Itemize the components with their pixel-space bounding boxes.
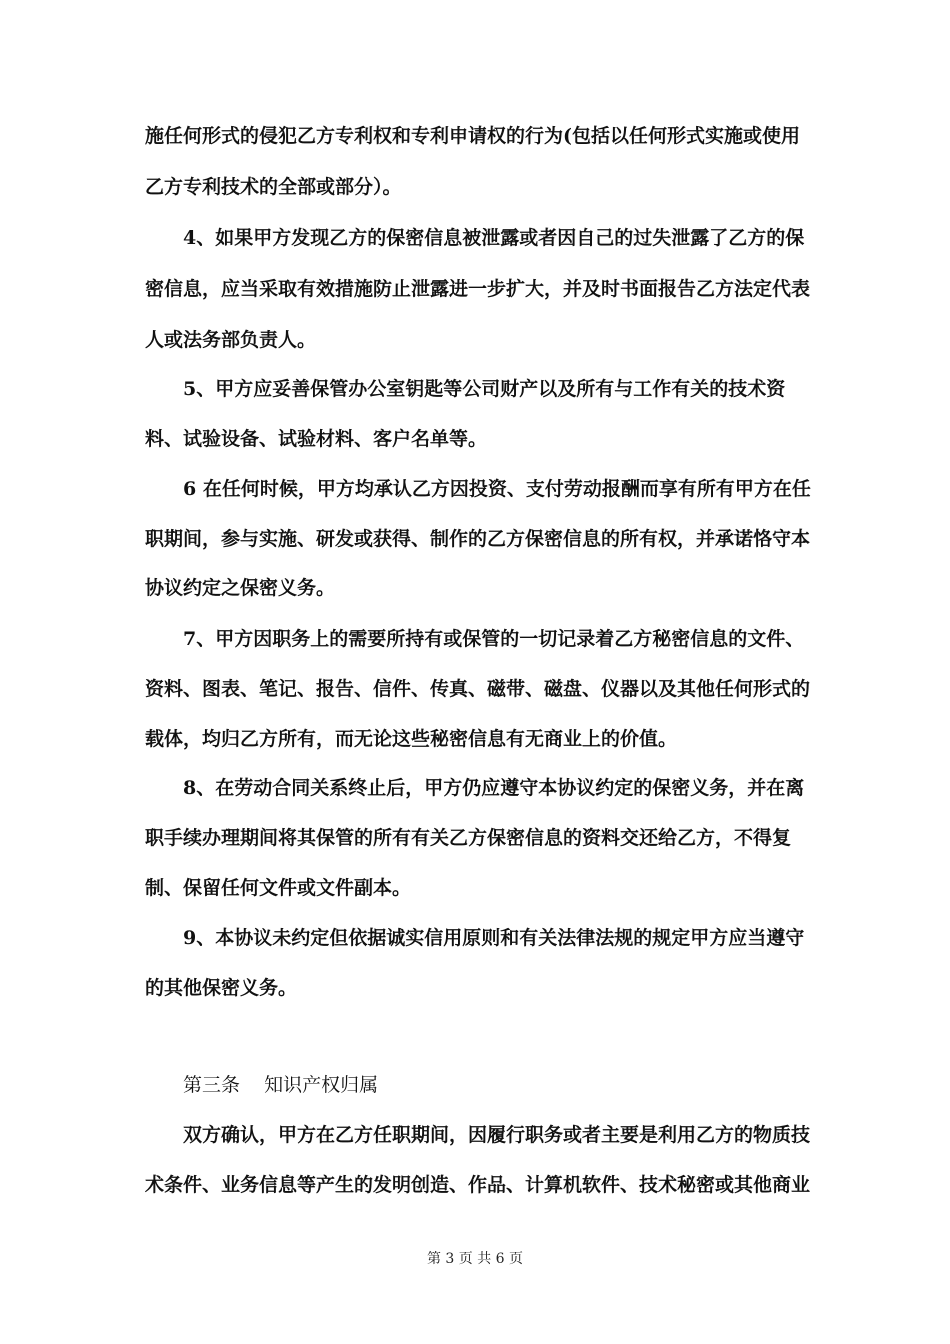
paragraph-line: 人或法务部负责人。 xyxy=(145,329,317,351)
paragraph-line: 4、如果甲方发现乙方的保密信息被泄露或者因自己的过失泄露了乙方的保 xyxy=(183,227,805,249)
paragraph-line: 的其他保密义务。 xyxy=(145,977,298,999)
paragraph-line: 9、本协议未约定但依据诚实信用原则和有关法律法规的规定甲方应当遵守 xyxy=(183,927,805,949)
paragraph-line: 协议约定之保密义务。 xyxy=(145,577,336,599)
paragraph-line: 制、保留任何文件或文件副本。 xyxy=(145,877,412,899)
paragraph-line: 职期间，参与实施、研发或获得、制作的乙方保密信息的所有权，并承诺恪守本 xyxy=(145,528,811,550)
paragraph-line: 施任何形式的侵犯乙方专利权和专利申请权的行为(包括以任何形式实施或使用 xyxy=(145,125,800,147)
paragraph-line: 料、试验设备、试验材料、客户名单等。 xyxy=(145,428,488,450)
paragraph-line: 8、在劳动合同关系终止后，甲方仍应遵守本协议约定的保密义务，并在离 xyxy=(183,777,805,799)
paragraph-line: 职手续办理期间将其保管的所有有关乙方保密信息的资料交还给乙方，不得复 xyxy=(145,827,792,849)
paragraph-line: 7、甲方因职务上的需要所持有或保管的一切记录着乙方秘密信息的文件、 xyxy=(183,628,805,650)
paragraph-line: 双方确认，甲方在乙方任职期间，因履行职务或者主要是利用乙方的物质技 xyxy=(183,1124,811,1146)
paragraph-line: 6 在任何时候，甲方均承认乙方因投资、支付劳动报酬而享有所有甲方在任 xyxy=(183,478,811,500)
page-number-footer: 第 3 页 共 6 页 xyxy=(426,1251,524,1267)
paragraph-line: 5、甲方应妥善保管办公室钥匙等公司财产以及所有与工作有关的技术资 xyxy=(183,378,786,400)
paragraph-line: 载体，均归乙方所有，而无论这些秘密信息有无商业上的价值。 xyxy=(145,728,678,750)
paragraph-line: 密信息，应当采取有效措施防止泄露进一步扩大，并及时书面报告乙方法定代表 xyxy=(145,278,811,300)
section-heading: 第三条 知识产权归属 xyxy=(183,1074,379,1096)
paragraph-line: 乙方专利技术的全部或部分）。 xyxy=(145,176,402,198)
paragraph-line: 术条件、业务信息等产生的发明创造、作品、计算机软件、技术秘密或其他商业 xyxy=(145,1174,811,1196)
paragraph-line: 资料、图表、笔记、报告、信件、传真、磁带、磁盘、仪器以及其他任何形式的 xyxy=(145,678,811,700)
